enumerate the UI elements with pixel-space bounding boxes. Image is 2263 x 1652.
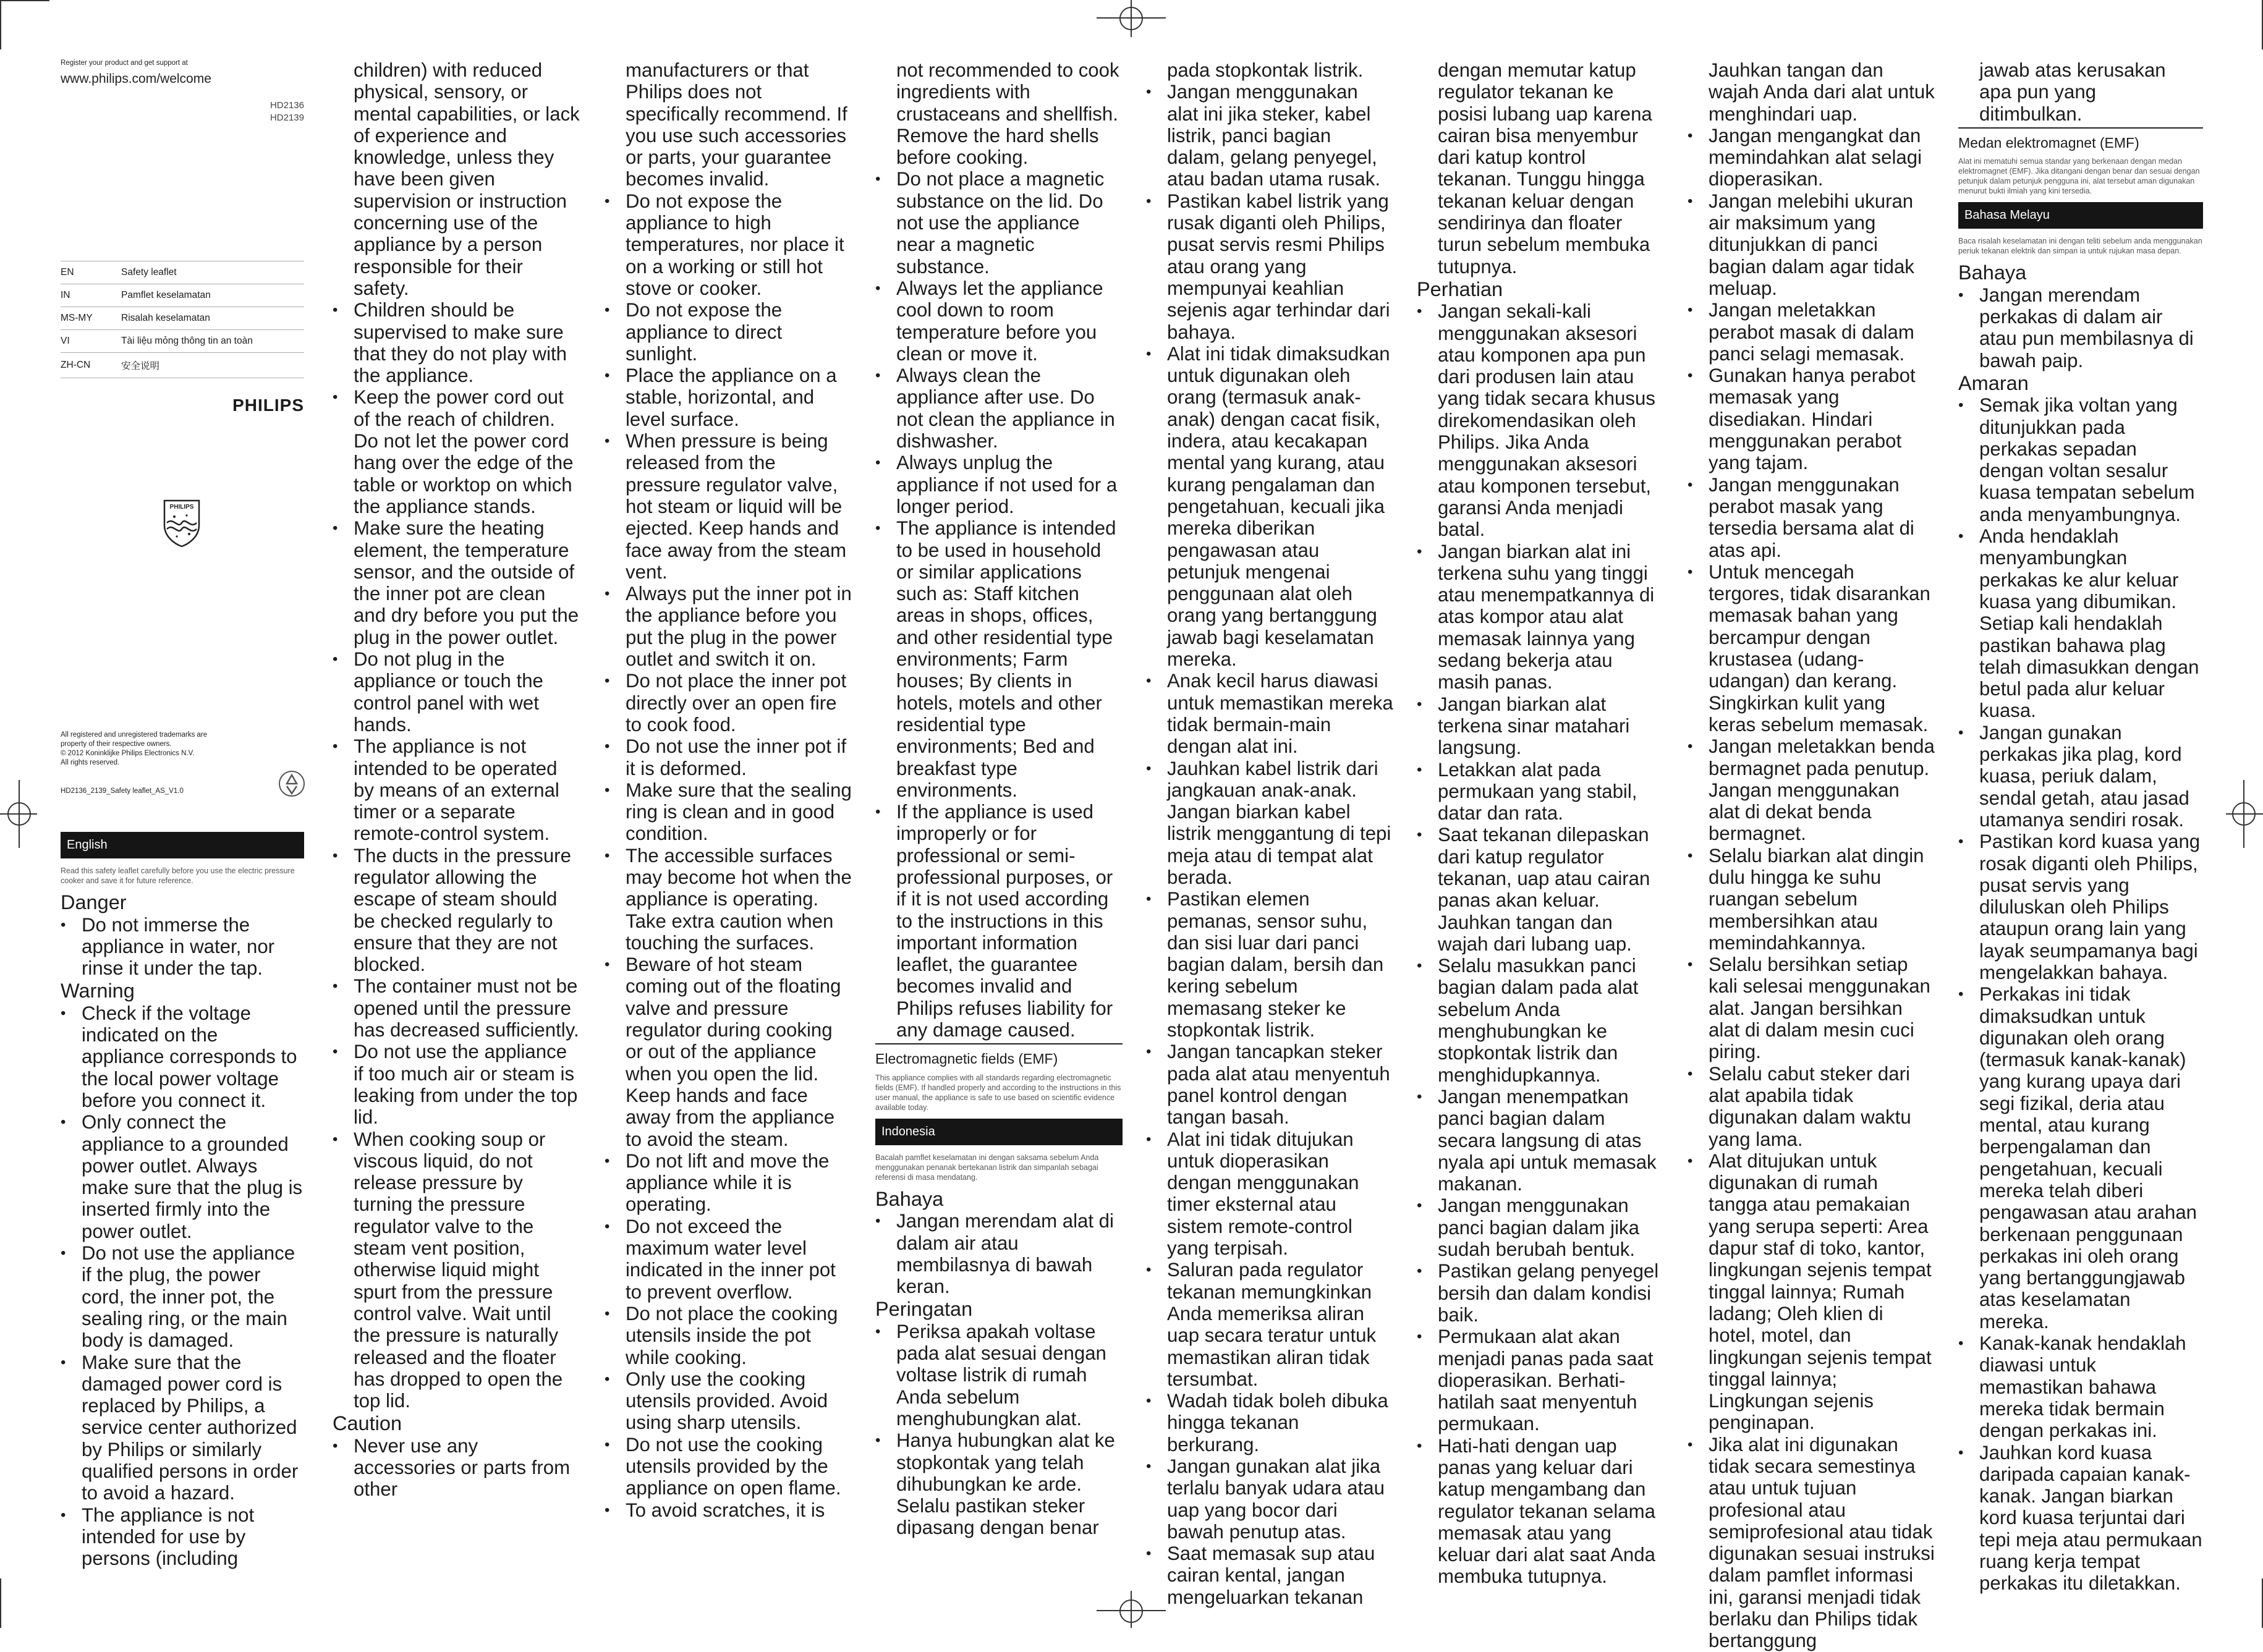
shield-text: PHILIPS: [169, 504, 194, 510]
list-item: • Jangan gunakan perkakas jika plag, kord kuasa, periuk dalam, sendal getah, atau jasad utamanya sendiri rosak.: [1958, 722, 2203, 831]
list-item: • Saluran pada regulator tekanan memungkinkan Anda memeriksa aliran uap secara teratur untuk memastikan aliran tidak tersumbat.: [1146, 1259, 1393, 1390]
list-item: • Beware of hot steam coming out of the floating valve and pressure regulator during cooking or out of the appliance when you open the lid. Keep hands and face away from the appliance to avoid the steam.: [605, 954, 852, 1150]
list-item: • Jangan menggunakan alat ini jika steker, kabel listrik, panci bagian dalam, gelang penyegel, atau badan utama rusak.: [1146, 81, 1393, 190]
caution-list: [605, 190, 852, 1521]
list-item: • Letakkan alat pada permukaan yang stabil, datar dan rata.: [1417, 759, 1664, 824]
list-item: • Do not expose the appliance to high temperatures, nor place it on a working or still hot stove or cooker.: [605, 190, 852, 299]
language-bar-melayu: Bahasa Melayu: [1958, 202, 2203, 229]
language-code: VI: [61, 330, 121, 353]
list-item: • Jangan sekali-kali menggunakan aksesori atau komponen apa pun dari produsen lain atau yang tidak secara khusus direkomendasikan oleh Philips. Jika Anda menggunakan aksesori atau komponen tersebut, garansi Anda menjadi batal.: [1417, 300, 1664, 540]
list-item: • Pastikan gelang penyegel bersih dan dalam kondisi baik.: [1417, 1260, 1664, 1326]
list-item: • Semak jika voltan yang ditunjukkan pada perkakas sepadan dengan voltan sesalur kuasa tempatan sebelum anda menyambungnya.: [1958, 394, 2203, 525]
philips-wordmark: PHILIPS: [232, 396, 304, 415]
list-item: • When cooking soup or viscous liquid, do not release pressure by turning the pressure regulator valve to the steam vent position, otherwise liquid might spurt from the pressure control valve. Wait until the pressure is naturally released and the floater has dropped to open the top lid.: [333, 1129, 580, 1412]
registration-mark: [1119, 1599, 1143, 1623]
list-item: • Wadah tidak boleh dibuka hingga tekanan berkurang.: [1146, 1390, 1393, 1455]
list-item: • The ducts in the pressure regulator allowing the escape of steam should be checked regularly to ensure that they are not blocked.: [333, 845, 580, 976]
warning-list: [1146, 81, 1393, 1608]
model-number: HD2139: [270, 112, 304, 123]
section-title: Peringatan: [875, 1298, 973, 1321]
legal-line: property of their respective owners.: [61, 740, 172, 748]
list-item: • The container must not be opened until the pressure has decreased sufficiently.: [333, 975, 580, 1041]
list-item: • Do not exceed the maximum water level indicated in the inner pot to prevent overflow.: [605, 1216, 852, 1303]
language-title: Risalah keselamatan: [121, 307, 304, 330]
list-item: • Saat memasak sup atau cairan kental, jangan mengeluarkan tekanan: [1146, 1543, 1393, 1608]
list-item: • Pastikan kabel listrik yang rusak diganti oleh Philips, pusat servis resmi Philips atau orang yang mempunyai keahlian sejenis agar terhindar dari bahaya.: [1146, 190, 1393, 343]
list-item: • Jangan melebihi ukuran air maksimum yang ditunjukkan di panci bagian dalam agar tidak meluap.: [1688, 190, 1935, 299]
language-row: [61, 330, 304, 353]
list-item: • If the appliance is used improperly or for professional or semi-professional purposes, or if it is not used according to the instructions in this important information leaflet, the guarantee becomes invalid and Philips refuses liability for any damage caused.: [875, 801, 1123, 1041]
list-item: • Hati-hati dengan uap panas yang keluar dari katup mengambang dan regulator tekanan selama memasak atau yang keluar dari alat saat Anda membuka tutupnya.: [1417, 1435, 1664, 1588]
list-item: • Jangan menempatkan panci bagian dalam secara langsung di atas nyala api untuk memasak makanan.: [1417, 1086, 1664, 1195]
list-item: • Alat ini tidak ditujukan untuk dioperasikan dengan menggunakan timer eksternal atau sistem remote-control yang terpisah.: [1146, 1129, 1393, 1260]
caution-list: [875, 168, 1123, 1041]
language-row: [61, 307, 304, 330]
paragraph: pada stopkontak listrik.: [1167, 59, 1364, 81]
list-item: • Jangan meletakkan perabot masak di dalam panci selagi memasak.: [1688, 299, 1935, 365]
section-title: Danger: [61, 891, 127, 914]
column-5: [1146, 59, 1393, 1608]
list-item: • Selalu masukkan panci bagian dalam pada alat sebelum Anda menghubungkan ke stopkontak listrik dan menghidupkannya.: [1417, 955, 1664, 1086]
crop-mark: [0, 0, 49, 1]
language-code: IN: [61, 284, 121, 307]
column-4: [875, 59, 1123, 1539]
intro-text: Bacalah pamflet keselamatan ini dengan saksama sebelum Anda menggunakan penanak bertekanan listrik dan simpanlah sebagai referensi di masa mendatang.: [875, 1153, 1099, 1182]
list-item: • Jangan merendam perkakas di dalam air atau pun membilasnya di bawah paip.: [1958, 284, 2203, 371]
column-8: [1958, 59, 2203, 1595]
section-title: Warning: [61, 980, 135, 1002]
intro-text: Baca risalah keselamatan ini dengan teliti sebelum anda menggunakan periuk tekanan elektrik dan simpan ia untuk rujukan masa depan.: [1958, 237, 2202, 256]
emf-title: Medan elektromagnet (EMF): [1958, 134, 2139, 151]
list-item: • Check if the voltage indicated on the appliance corresponds to the local power voltage before you connect it.: [61, 1002, 304, 1111]
list-item: • To avoid scratches, it is: [605, 1499, 852, 1521]
caution-list: [1417, 300, 1664, 1588]
list-item: • Permukaan alat akan menjadi panas pada saat dioperasikan. Berhati-hatilah saat menyentuh permukaan.: [1417, 1326, 1664, 1434]
list-item: • Do not use the cooking utensils provided by the appliance on open flame.: [605, 1434, 852, 1499]
list-item: • Jangan menggunakan panci bagian dalam jika sudah berubah bentuk.: [1417, 1195, 1664, 1260]
language-title: Tài liệu mỏng thông tin an toàn: [121, 330, 304, 353]
section-title: Bahaya: [1958, 261, 2027, 284]
paragraph: Jauhkan tangan dan wajah Anda dari alat untuk menghindari uap.: [1709, 59, 1935, 125]
language-code: MS-MY: [61, 307, 121, 330]
list-item: • Jangan biarkan alat ini terkena suhu yang tinggi atau menempatkannya di atas kompor atau alat memasak lainnya yang sedang bekerja atau masih panas.: [1417, 541, 1664, 693]
language-code: EN: [61, 261, 121, 284]
model-number: HD2136: [270, 100, 304, 111]
warning-list: [333, 299, 580, 1412]
list-item: • Only connect the appliance to a grounded power outlet. Always make sure that the plug is inserted firmly into the power outlet.: [61, 1111, 304, 1242]
list-item: • Do not place a magnetic substance on the lid. Do not use the appliance near a magnetic substance.: [875, 168, 1123, 277]
intro-text: Read this safety leaflet carefully before you use the electric pressure cooker and save it for future reference.: [61, 866, 295, 886]
list-item: • Always put the inner pot in the appliance before you put the plug in the power outlet and switch it on.: [605, 583, 852, 670]
language-table: [61, 261, 304, 378]
legal-notice: [61, 731, 246, 768]
language-title: Safety leaflet: [121, 261, 304, 284]
list-item: • Do not immerse the appliance in water, nor rinse it under the tap.: [61, 914, 304, 980]
legal-line: © 2012 Koninklijke Philips Electronics N.V.: [61, 750, 195, 757]
warning-list: [875, 1321, 1123, 1539]
list-item: • Untuk mencegah tergores, tidak disarankan memasak bahan yang bercampur dengan krustasea (udang-udangan) dan kerang. Singkirkan kulit yang keras sebelum memasak.: [1688, 561, 1935, 735]
list-item: • Jangan menggunakan perabot masak yang tersedia bersama alat di atas api.: [1688, 474, 1935, 561]
emf-title: Electromagnetic fields (EMF): [875, 1051, 1058, 1067]
language-row: [61, 284, 304, 307]
paragraph: jawab atas kerusakan apa pun yang ditimbulkan.: [1979, 59, 2166, 125]
language-row: [61, 353, 304, 378]
list-item: • Gunakan hanya perabot memasak yang disediakan. Hindari menggunakan perabot yang tajam.: [1688, 365, 1935, 473]
list-item: • The appliance is intended to be used in household or similar applications such as: Staff kitchen areas in shops, offices, and other residential type environments; Farm houses; By clients in hotels, motels and other residential type environments; Bed and breakfast type environments.: [875, 517, 1123, 801]
paragraph: not recommended to cook ingredients with crustaceans and shellfish. Remove the hard shells before cooking.: [896, 59, 1119, 169]
list-item: • Always clean the appliance after use. Do not clean the appliance in dishwasher.: [875, 365, 1123, 452]
list-item: • Make sure that the sealing ring is clean and in good condition.: [605, 779, 852, 845]
list-item: • Only use the cooking utensils provided. Avoid using sharp utensils.: [605, 1368, 852, 1434]
section-title: Caution: [333, 1412, 402, 1435]
caution-list: [1688, 125, 1935, 1652]
divider: [875, 1043, 1123, 1044]
list-item: • Make sure the heating element, the temperature sensor, and the outside of the inner pot are clean and dry before you put the plug in the power outlet.: [333, 517, 580, 648]
list-item: • Do not use the appliance if the plug, the power cord, the inner pot, the sealing ring, or the main body is damaged.: [61, 1242, 304, 1351]
list-item: • Do not place the inner pot directly over an open fire to cook food.: [605, 670, 852, 735]
legal-line: All registered and unregistered trademarks are: [61, 731, 208, 739]
list-item: • Jangan merendam alat di dalam air atau membilasnya di bawah keran.: [875, 1210, 1123, 1297]
support-url[interactable]: www.philips.com/welcome: [61, 72, 211, 86]
language-title: 安全说明: [121, 353, 304, 378]
document-id: HD2136_2139_Safety leaflet_AS_V1.0: [61, 787, 184, 795]
list-item: • Jika alat ini digunakan tidak secara semestinya atau untuk tujuan profesional atau semiprofesional atau tidak digunakan sesuai instruksi dalam pamflet informasi ini, garansi menjadi tidak berlaku dan Philips tidak bertanggung: [1688, 1434, 1935, 1652]
list-item: • When pressure is being released from the pressure regulator valve, hot steam or liquid will be ejected. Keep hands and face away from the steam vent.: [605, 430, 852, 583]
list-item: • Always let the appliance cool down to room temperature before you clean or move it.: [875, 277, 1123, 365]
list-item: • Make sure that the damaged power cord is replaced by Philips, a service center authorized by Philips or similarly qualified persons in order to avoid a hazard.: [61, 1352, 304, 1504]
list-item: • Anak kecil harus diawasi untuk memastikan mereka tidak bermain-main dengan alat ini.: [1146, 670, 1393, 757]
list-item: • Always unplug the appliance if not used for a longer period.: [875, 452, 1123, 517]
list-item: • Anda hendaklah menyambungkan perkakas ke alur keluar kuasa yang dibumikan. Setiap kali hendaklah pastikan bahawa plag telah dimasukkan dengan betul pada alur keluar kuasa.: [1958, 525, 2203, 722]
list-item: • Alat ditujukan untuk digunakan di rumah tangga atau pemakaian yang serupa seperti: Area dapur staf di toko, kantor, lingkungan sejenis tempat tinggal lainnya; Rumah ladang; Oleh klien di hotel, motel, dan lingkungan sejenis tempat tinggal lainnya; Lingkungan sejenis penginapan.: [1688, 1150, 1935, 1434]
section-title: Perhatian: [1417, 277, 1503, 300]
list-item: • Saat tekanan dilepaskan dari katup regulator tekanan, uap atau cairan panas akan keluar. Jauhkan tangan dan wajah dari lubang uap.: [1417, 824, 1664, 955]
column-1: [61, 827, 304, 1570]
column-7: [1688, 59, 1935, 1652]
danger-list: [875, 1210, 1123, 1297]
list-item: • Jangan gunakan alat jika terlalu banyak udara atau uap yang bocor dari bawah penutup atas.: [1146, 1455, 1393, 1543]
list-item: • Pastikan elemen pemanas, sensor suhu, dan sisi luar dari panci bagian dalam, bersih dan kering sebelum memasang steker ke stopkontak listrik.: [1146, 888, 1393, 1041]
language-code: ZH-CN: [61, 353, 121, 378]
list-item: • Do not plug in the appliance or touch the control panel with wet hands.: [333, 648, 580, 735]
language-bar-indonesia: Indonesia: [875, 1119, 1123, 1145]
recycle-icon: [278, 770, 305, 797]
list-item: • Jauhkan kord kuasa daripada capaian kanak-kanak. Jangan biarkan kord kuasa terjuntai dari tepi meja atau permukaan ruang kerja tempat perkakas itu diletakkan.: [1958, 1442, 2203, 1595]
registration-mark: [7, 802, 31, 826]
warning-list: [61, 1002, 304, 1570]
paragraph: dengan memutar katup regulator tekanan ke posisi lubang uap karena cairan bisa menyembur dari katup kontrol tekanan. Tunggu hingga tekanan keluar dengan sendirinya dan floater turun sebelum membuka tutupnya.: [1438, 59, 1652, 277]
column-3: [605, 59, 852, 1521]
language-row: [61, 261, 304, 284]
warning-list: [1958, 394, 2203, 1594]
legal-line: All rights reserved.: [61, 759, 120, 766]
list-item: • Place the appliance on a stable, horizontal, and level surface.: [605, 365, 852, 430]
list-item: • The appliance is not intended for use by persons (including: [61, 1504, 304, 1570]
registration-mark: [2232, 802, 2256, 826]
list-item: • Selalu bersihkan setiap kali selesai menggunakan alat. Jangan bersihkan alat di dalam mesin cuci piring.: [1688, 954, 1935, 1062]
list-item: • Children should be supervised to make sure that they do not play with the appliance.: [333, 299, 580, 386]
list-item: • Do not expose the appliance to direct sunlight.: [605, 299, 852, 365]
crop-mark: [0, 1578, 1, 1628]
list-item: • Perkakas ini tidak dimaksudkan untuk digunakan oleh orang (termasuk kanak-kanak) yang kurang upaya dari segi fizikal, deria atau mental, atau kurang berpengalaman dan pengetahuan, kecuali mereka telah diberi pengawasan atau arahan berkenaan penggunaan perkakas ini oleh orang yang bertanggungjawab atas keselamatan mereka.: [1958, 983, 2203, 1332]
language-bar-english: English: [61, 832, 304, 858]
list-item: • Hanya hubungkan alat ke stopkontak yang telah dihubungkan ke arde. Selalu pastikan steker dipasang dengan benar: [875, 1430, 1123, 1538]
list-item: • Do not place the cooking utensils inside the pot while cooking.: [605, 1303, 852, 1368]
list-item: • The appliance is not intended to be operated by means of an external timer or a separate remote-control system.: [333, 735, 580, 844]
list-item: • Never use any accessories or parts from other: [333, 1435, 580, 1501]
list-item: • Do not use the appliance if too much air or steam is leaking from under the top lid.: [333, 1041, 580, 1128]
section-title: Bahaya: [875, 1187, 944, 1210]
list-item: • Jangan meletakkan benda bermagnet pada penutup. Jangan menggunakan alat di dekat benda bermagnet.: [1688, 735, 1935, 844]
cover-panel: [61, 59, 304, 123]
paragraph: manufacturers or that Philips does not specifically recommend. If you use such accessories or parts, your guarantee becomes invalid.: [626, 59, 847, 190]
registration-mark: [1119, 7, 1143, 30]
language-title: Pamflet keselamatan: [121, 284, 304, 307]
list-item: • Kanak-kanak hendaklah diawasi untuk memastikan bahawa mereka tidak bermain dengan perkakas ini.: [1958, 1332, 2203, 1441]
list-item: • Do not lift and move the appliance while it is operating.: [605, 1150, 852, 1216]
list-item: • Jauhkan kabel listrik dari jangkauan anak-anak. Jangan biarkan kabel listrik menggantung di tepi meja atau di tempat alat berada.: [1146, 758, 1393, 889]
danger-list: [61, 914, 304, 980]
list-item: • Keep the power cord out of the reach of children. Do not let the power cord hang over the edge of the table or worktop on which the appliance stands.: [333, 386, 580, 517]
list-item: • The accessible surfaces may become hot when the appliance is operating. Take extra caution when touching the surfaces.: [605, 845, 852, 954]
list-item: • Jangan mengangkat dan memindahkan alat selagi dioperasikan.: [1688, 125, 1935, 190]
list-item: • Alat ini tidak dimaksudkan untuk digunakan oleh orang (termasuk anak-anak) dengan cacat fisik, indera, atau kecakapan mental yang kurang, atau kurang pengalaman dan pengetahuan, kecuali jika mereka diberikan pengawasan atau petunjuk mengenai penggunaan alat oleh orang yang bertanggung jawab bagi keselamatan mereka.: [1146, 343, 1393, 670]
list-item: • Selalu cabut steker dari alat apabila tidak digunakan dalam waktu yang lama.: [1688, 1063, 1935, 1150]
crop-mark: [0, 0, 1, 49]
paragraph: children) with reduced physical, sensory, or mental capabilities, or lack of experience and knowledge, unless they have been given supervision or instruction concerning use of the appliance by a person responsible for their safety.: [354, 59, 580, 299]
list-item: • Do not use the inner pot if it is deformed.: [605, 735, 852, 779]
danger-list: [1958, 284, 2203, 371]
emf-text: Alat ini mematuhi semua standar yang berkenaan dengan medan elektromagnet (EMF). Jika ditangani dengan benar dan sesuai dengan petunjuk dalam petunjuk pengguna ini, alat tersebut aman digunakan menurut bukti ilmiah yang kini tersedia.: [1958, 157, 2200, 196]
emf-text: This appliance complies with all standards regarding electromagnetic fields (EMF). If handled properly and according to the instructions in this user manual, the appliance is safe to use based on scientific evidence available today.: [875, 1073, 1121, 1112]
list-item: • Selalu biarkan alat dingin dulu hingga ke suhu ruangan sebelum membersihkan atau memindahkannya.: [1688, 845, 1935, 954]
list-item: • Periksa apakah voltase pada alat sesuai dengan voltase listrik di rumah Anda sebelum menghubungkan alat.: [875, 1321, 1123, 1430]
column-6: [1417, 59, 1664, 1588]
column-2: [333, 59, 580, 1501]
register-text: Register your product and get support at: [61, 59, 188, 67]
caution-list: [333, 1435, 580, 1501]
philips-shield-icon: [162, 498, 202, 548]
list-item: • Jangan tancapkan steker pada alat atau menyentuh panel kontrol dengan tangan basah.: [1146, 1041, 1393, 1128]
divider: [1958, 127, 2203, 129]
list-item: • Pastikan kord kuasa yang rosak diganti oleh Philips, pusat servis yang diluluskan oleh Philips ataupun orang lain yang layak seumpamanya bagi mengelakkan bahaya.: [1958, 831, 2203, 983]
list-item: • Jangan biarkan alat terkena sinar matahari langsung.: [1417, 693, 1664, 759]
section-title: Amaran: [1958, 371, 2029, 394]
